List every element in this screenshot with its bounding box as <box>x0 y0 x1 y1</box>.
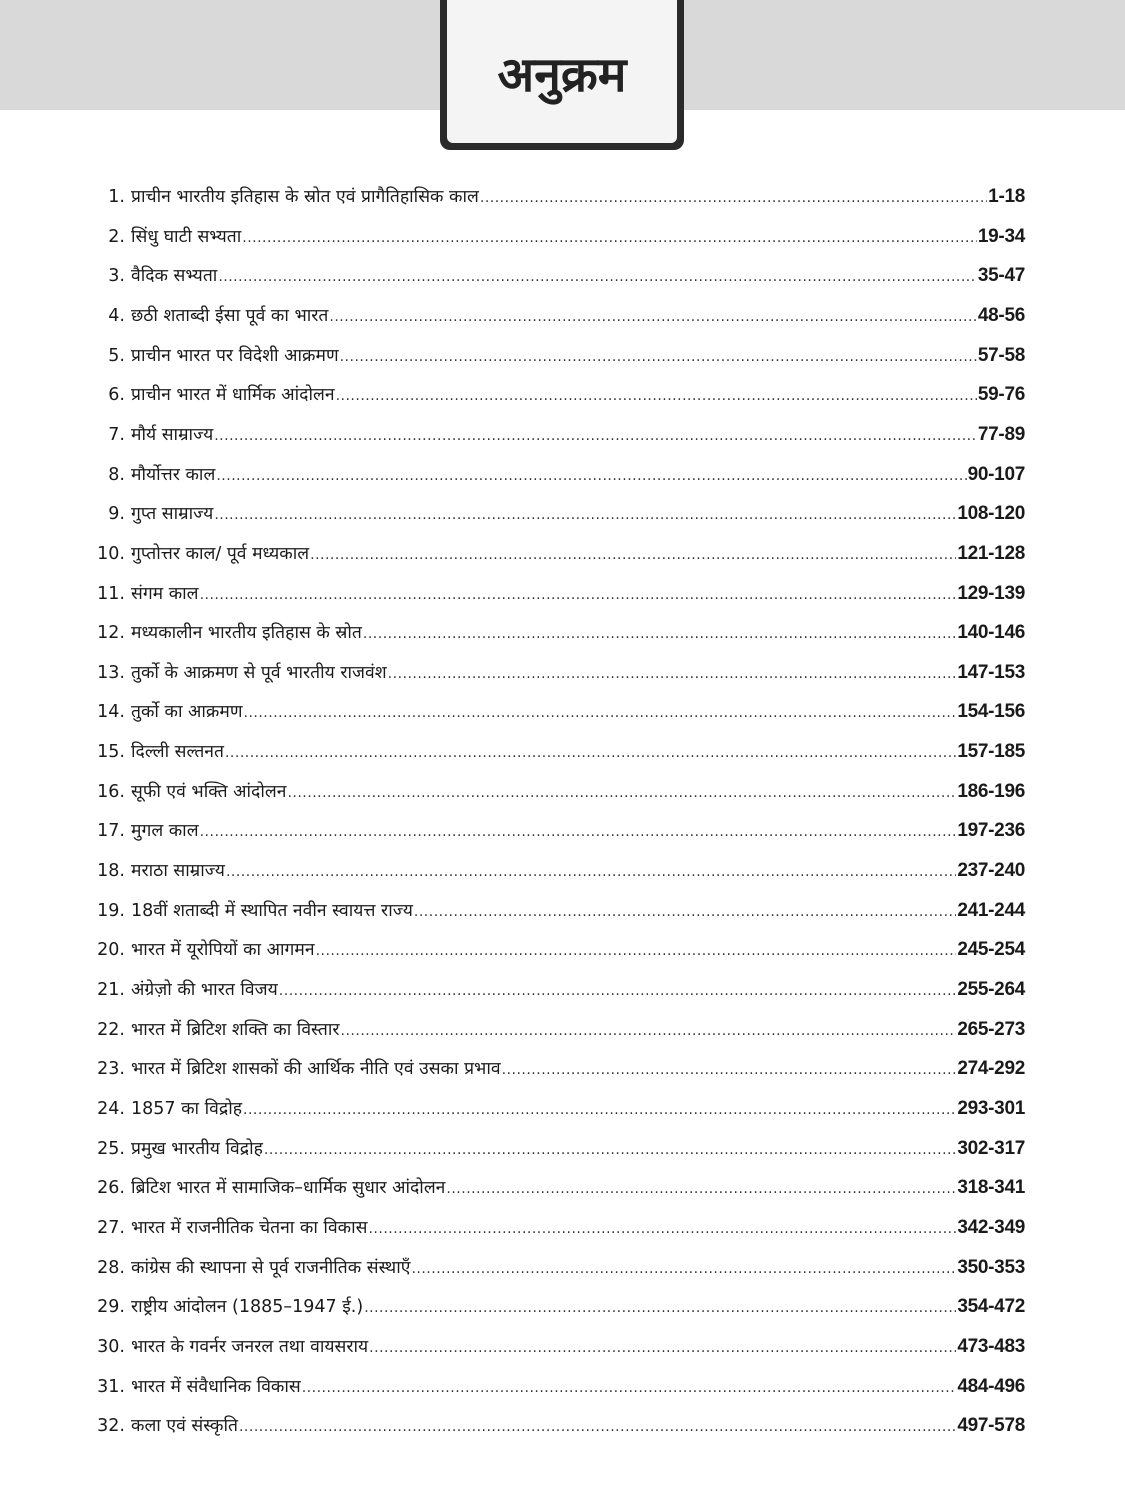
toc-dot-leader <box>264 1131 956 1169</box>
toc-entry-number: 32. <box>97 1416 125 1437</box>
toc-entry-title: गुप्त साम्राज्य <box>131 504 214 525</box>
toc-entry-number: 31. <box>97 1376 125 1397</box>
toc-entry-title: कांग्रेस की स्थापना से पूर्व राजनीतिक संस्थाएँ <box>131 1257 411 1278</box>
toc-dot-leader <box>329 298 976 336</box>
toc-entry[interactable] <box>0 1288 1125 1326</box>
toc-entry-pages: 302-317 <box>957 1137 1025 1159</box>
toc-entry-pages: 293-301 <box>957 1097 1025 1119</box>
toc-entry-line <box>131 456 1025 495</box>
toc-entry-title: 1857 का विद्रोह <box>131 1098 243 1119</box>
toc-entry-pages: 19-34 <box>977 225 1025 247</box>
toc-entry[interactable] <box>0 218 1125 256</box>
toc-entry[interactable] <box>0 535 1125 573</box>
toc-entry-pages: 121-128 <box>957 542 1025 564</box>
toc-entry-number: 2. <box>108 226 125 247</box>
toc-dot-leader <box>239 1408 956 1446</box>
toc-entry-number: 30. <box>97 1336 125 1357</box>
toc-entry[interactable] <box>0 1249 1125 1287</box>
toc-entry-title: वैदिक सभ्यता <box>131 266 218 287</box>
toc-entry[interactable] <box>0 456 1125 494</box>
toc-entry-line <box>131 376 1025 415</box>
toc-entry-line <box>131 1169 1025 1208</box>
toc-entry-title: मुगल काल <box>131 821 199 842</box>
toc-entry-pages: 473-483 <box>957 1335 1025 1357</box>
toc-entry-line <box>131 1209 1025 1248</box>
toc-entry-pages: 77-89 <box>977 423 1025 445</box>
toc-dot-leader <box>216 457 966 495</box>
toc-entry-title: राष्ट्रीय आंदोलन (1885–1947 ई.) <box>131 1297 364 1318</box>
toc-entry[interactable] <box>0 495 1125 533</box>
toc-entry-line <box>131 1288 1025 1327</box>
toc-entry-line <box>131 812 1025 851</box>
toc-entry-pages: 48-56 <box>977 304 1025 326</box>
toc-entry-title: प्राचीन भारतीय इतिहास के स्रोत एवं प्रागैतिहासिक काल <box>131 187 479 207</box>
toc-entry[interactable] <box>0 654 1125 692</box>
toc-entry-number: 7. <box>108 424 125 445</box>
toc-entry-line <box>131 535 1025 574</box>
toc-entry-title: प्राचीन भारत पर विदेशी आक्रमण <box>131 345 339 366</box>
toc-entry[interactable] <box>0 773 1125 811</box>
toc-entry-pages: 497-578 <box>957 1415 1025 1437</box>
toc-entry-pages: 108-120 <box>957 503 1025 525</box>
toc-entry-number: 3. <box>108 266 125 287</box>
toc-entry-pages: 197-236 <box>957 820 1025 842</box>
toc-entry-number: 11. <box>97 583 125 604</box>
toc-entry-pages: 342-349 <box>957 1216 1025 1238</box>
toc-dot-leader <box>502 1051 957 1089</box>
toc-entry-line <box>131 218 1025 257</box>
toc-dot-leader <box>214 417 977 455</box>
toc-entry-number: 8. <box>108 464 125 485</box>
toc-entry-number: 15. <box>97 742 125 763</box>
toc-entry-number: 1. <box>108 187 125 207</box>
toc-entry-line <box>131 297 1025 336</box>
toc-entry-pages: 157-185 <box>957 741 1025 763</box>
toc-entry[interactable] <box>0 892 1125 930</box>
toc-entry-title: मौर्य साम्राज्य <box>131 424 214 445</box>
toc-entry[interactable] <box>0 337 1125 375</box>
toc-entry[interactable] <box>0 297 1125 335</box>
toc-dot-leader <box>414 893 956 931</box>
toc-entry-line <box>131 1368 1025 1407</box>
toc-entry-title: भारत में ब्रिटिश शक्ति का विस्तार <box>131 1019 340 1040</box>
toc-entry-line <box>131 693 1025 732</box>
toc-entry-line <box>131 1328 1025 1367</box>
toc-entry-number: 13. <box>97 662 125 683</box>
toc-entry-line <box>131 1011 1025 1050</box>
toc-entry-pages: 245-254 <box>957 939 1025 961</box>
toc-entry[interactable] <box>0 812 1125 850</box>
toc-entry-title: कला एवं संस्कृति <box>131 1416 238 1437</box>
toc-dot-leader <box>388 655 957 693</box>
toc-entry-line <box>131 733 1025 772</box>
toc-entry-title: मध्यकालीन भारतीय इतिहास के स्रोत <box>131 623 362 644</box>
toc-dot-leader <box>200 576 957 614</box>
toc-entry[interactable] <box>0 1407 1125 1445</box>
page-title: अनुक्रम <box>497 47 627 103</box>
toc-entry-line <box>131 892 1025 931</box>
toc-entry-number: 6. <box>108 385 125 406</box>
toc-entry-line <box>131 416 1025 455</box>
toc-entry-pages: 186-196 <box>957 780 1025 802</box>
toc-dot-leader <box>369 1329 956 1367</box>
toc-dot-leader <box>225 734 956 772</box>
toc-entry-pages: 237-240 <box>957 860 1025 882</box>
toc-entry-number: 20. <box>97 940 125 961</box>
toc-entry-title: मराठा साम्राज्य <box>131 861 225 882</box>
toc-entry-pages: 35-47 <box>977 265 1025 287</box>
toc-entry[interactable] <box>0 1050 1125 1088</box>
toc-entry-line <box>131 575 1025 614</box>
toc-entry-number: 18. <box>97 861 125 882</box>
toc-entry-pages: 354-472 <box>957 1296 1025 1318</box>
toc-entry-line <box>131 614 1025 653</box>
toc-entry-line <box>131 1249 1025 1288</box>
toc-entry-number: 12. <box>97 623 125 644</box>
toc-entry-line <box>131 178 1025 217</box>
toc-dot-leader <box>218 258 977 296</box>
toc-entry-pages: 274-292 <box>957 1058 1025 1080</box>
toc-entry[interactable] <box>0 614 1125 652</box>
toc-entry[interactable] <box>0 733 1125 771</box>
toc-entry-line <box>131 337 1025 376</box>
toc-entry-pages: 147-153 <box>957 661 1025 683</box>
toc-entry-number: 22. <box>97 1019 125 1040</box>
toc-entry-title: अंग्रेज़ो की भारत विजय <box>131 980 278 1000</box>
toc-entry-number: 25. <box>97 1138 125 1159</box>
toc-dot-leader <box>242 219 977 257</box>
toc-dot-leader <box>244 694 957 732</box>
toc-dot-leader <box>446 1170 956 1208</box>
toc-entry-number: 9. <box>108 504 125 525</box>
toc-entry-line <box>131 495 1025 534</box>
toc-entry-pages: 241-244 <box>957 899 1025 921</box>
toc-entry-number: 17. <box>97 821 125 842</box>
toc-entry-pages: 140-146 <box>957 622 1025 644</box>
toc-entry-title: प्राचीन भारत में धार्मिक आंदोलन <box>131 385 335 406</box>
toc-entry[interactable] <box>0 852 1125 890</box>
toc-dot-leader <box>368 1210 956 1248</box>
toc-entry-pages: 255-264 <box>957 979 1025 1000</box>
toc-dot-leader <box>340 338 977 376</box>
toc-entry-title: दिल्ली सल्तनत <box>131 742 224 763</box>
toc-entry-number: 27. <box>97 1217 125 1238</box>
toc-entry-title: भारत के गवर्नर जनरल तथा वायसराय <box>131 1336 369 1357</box>
toc-entry-number: 4. <box>108 305 125 326</box>
toc-entry-line <box>131 1090 1025 1129</box>
toc-entry-pages: 1-18 <box>988 186 1025 207</box>
toc-dot-leader <box>214 496 956 534</box>
toc-entry-line <box>131 971 1025 1010</box>
title-tab <box>440 0 684 150</box>
toc-entry-line <box>131 773 1025 812</box>
toc-entry[interactable] <box>0 178 1125 216</box>
toc-entry[interactable] <box>0 971 1125 1009</box>
toc-entry-number: 29. <box>97 1297 125 1318</box>
toc-entry-pages: 90-107 <box>967 463 1025 485</box>
toc-entry[interactable] <box>0 575 1125 613</box>
toc-entry-title: भारत में राजनीतिक चेतना का विकास <box>131 1217 368 1238</box>
toc-entry-title: तुर्को का आक्रमण <box>131 702 243 723</box>
toc-entry[interactable] <box>0 1169 1125 1207</box>
toc-entry-title: भारत में ब्रिटिश शासकों की आर्थिक नीति एवं उसका प्रभाव <box>131 1059 501 1080</box>
toc-entry-title: भारत में संवैधानिक विकास <box>131 1376 301 1397</box>
toc-entry-number: 5. <box>108 345 125 366</box>
toc-dot-leader <box>480 179 987 217</box>
toc-entry-title: गुप्तोत्तर काल/ पूर्व मध्यकाल <box>131 543 310 564</box>
toc-entry-number: 14. <box>97 702 125 723</box>
toc-entry-pages: 318-341 <box>957 1177 1025 1199</box>
toc-entry-number: 16. <box>97 781 125 802</box>
toc-entry-line <box>131 1407 1025 1446</box>
toc-entry-line <box>131 931 1025 970</box>
toc-dot-leader <box>316 932 957 970</box>
toc-entry-title: 18वीं शताब्दी में स्थापित नवीन स्वायत्त राज्य <box>131 900 413 921</box>
toc-entry-pages: 59-76 <box>977 384 1025 406</box>
title-tab-inner <box>447 0 677 143</box>
toc-entry-pages: 57-58 <box>977 344 1025 366</box>
toc-entry[interactable] <box>0 1368 1125 1406</box>
toc-entry-title: भारत में यूरोपियों का आगमन <box>131 940 315 961</box>
toc-entry-title: मौर्योत्तर काल <box>131 464 216 485</box>
toc-entry-pages: 350-353 <box>957 1256 1025 1278</box>
toc-dot-leader <box>364 1289 956 1327</box>
toc-entry-title: सूफी एवं भक्ति आंदोलन <box>131 781 287 802</box>
toc-entry[interactable] <box>0 693 1125 731</box>
toc-entry-line <box>131 1130 1025 1169</box>
toc-dot-leader <box>310 536 956 574</box>
toc-entry-number: 24. <box>97 1098 125 1119</box>
toc-entry-pages: 129-139 <box>957 582 1025 604</box>
toc-entry-title: प्रमुख भारतीय विद्रोह <box>131 1138 263 1159</box>
toc-entry[interactable] <box>0 1209 1125 1247</box>
toc-entry[interactable] <box>0 931 1125 969</box>
toc-dot-leader <box>243 1091 956 1129</box>
toc-entry-title: संगम काल <box>131 583 199 604</box>
toc-entry-number: 26. <box>97 1178 125 1199</box>
toc-entry-pages: 265-273 <box>957 1018 1025 1040</box>
toc-dot-leader <box>363 615 956 653</box>
toc-entry[interactable] <box>0 1130 1125 1168</box>
toc-entry-number: 28. <box>97 1257 125 1278</box>
toc-entry[interactable] <box>0 1328 1125 1366</box>
toc-entry-number: 23. <box>97 1059 125 1080</box>
toc-dot-leader <box>226 853 956 891</box>
toc-entry[interactable] <box>0 1011 1125 1049</box>
toc-entry-number: 21. <box>97 980 125 1000</box>
toc-entry-pages: 154-156 <box>957 701 1025 723</box>
toc-entry-line <box>131 654 1025 693</box>
toc-entry[interactable] <box>0 257 1125 295</box>
toc-dot-leader <box>279 972 957 1010</box>
toc-entry-number: 10. <box>97 543 125 564</box>
toc-entry-line <box>131 257 1025 296</box>
toc-dot-leader <box>411 1250 956 1288</box>
toc-dot-leader <box>287 774 956 812</box>
toc-dot-leader <box>302 1369 957 1407</box>
toc-entry-title: तुर्को के आक्रमण से पूर्व भारतीय राजवंश <box>131 662 387 683</box>
toc-dot-leader <box>341 1012 957 1050</box>
toc-entry-title: सिंधु घाटी सभ्यता <box>131 226 242 247</box>
toc-entry[interactable] <box>0 376 1125 414</box>
toc-entry-pages: 484-496 <box>957 1375 1025 1397</box>
toc-entry-number: 19. <box>97 900 125 921</box>
toc-entry-line <box>131 852 1025 891</box>
toc-entry-title: छठी शताब्दी ईसा पूर्व का भारत <box>131 305 329 326</box>
toc-entry[interactable] <box>0 416 1125 454</box>
toc-entry-title: ब्रिटिश भारत में सामाजिक–धार्मिक सुधार आंदोलन <box>131 1178 446 1199</box>
toc-entry[interactable] <box>0 1090 1125 1128</box>
toc-dot-leader <box>200 813 957 851</box>
toc-dot-leader <box>336 377 977 415</box>
toc-entry-line <box>131 1050 1025 1089</box>
